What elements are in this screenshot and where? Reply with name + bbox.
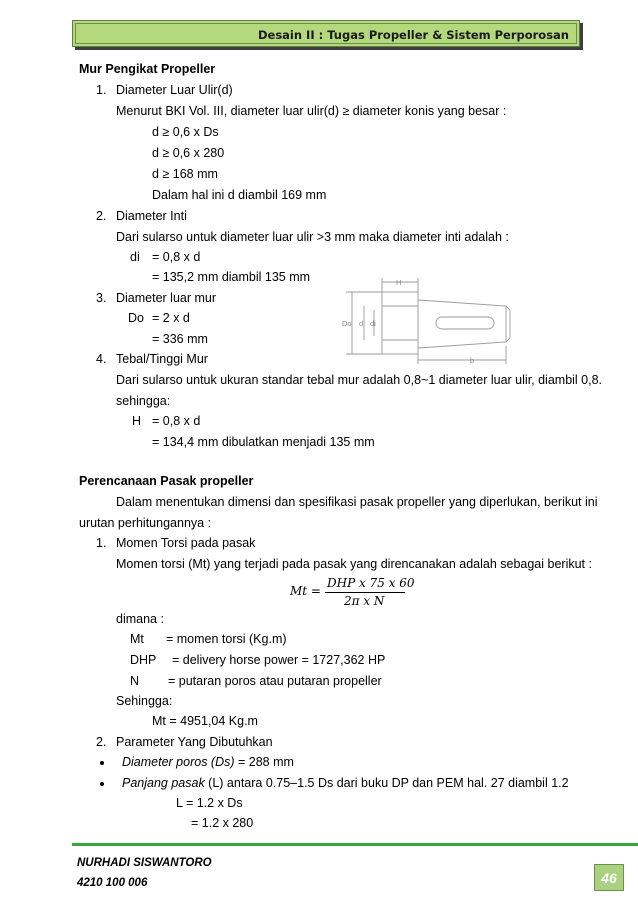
item-number: 2.: [96, 735, 107, 749]
calc-line: L = 1.2 x Ds: [176, 796, 243, 810]
calc-line: = 0,8 x d: [152, 414, 201, 428]
bullet-text: [122, 776, 569, 790]
footer-id: 4210 100 006: [77, 877, 148, 889]
bullet-text: [122, 755, 294, 769]
item-label: Diameter Inti: [116, 209, 187, 223]
bullet-rest: = 288 mm: [234, 755, 294, 769]
item-desc: Menurut BKI Vol. III, diameter luar ulir(d) ≥ diameter konis yang besar :: [116, 104, 507, 118]
diagram-label-h: H: [396, 278, 402, 287]
header-banner: [72, 20, 580, 47]
calc-line: d ≥ 0,6 x Ds: [152, 125, 219, 139]
calc-line: = 134,4 mm dibulatkan menjadi 135 mm: [152, 435, 375, 449]
item-label: Tebal/Tinggi Mur: [116, 352, 208, 366]
item-number: 4.: [96, 352, 107, 366]
symbol: DHP: [130, 653, 157, 667]
item-desc: Momen torsi (Mt) yang terjadi pada pasak yang direncanakan adalah sebagai berikut :: [116, 557, 592, 571]
calc-line: = 1.2 x 280: [191, 816, 254, 830]
formula-numerator: DHP x 75 x 60: [327, 576, 415, 590]
symbol: di: [130, 250, 140, 264]
item-label: Diameter luar mur: [116, 291, 217, 305]
footer-divider: [72, 843, 638, 846]
item-number: 2.: [96, 209, 107, 223]
calc-line: Dalam hal ini d diambil 169 mm: [152, 188, 327, 202]
nut-bolt-diagram: [330, 274, 526, 366]
page-number-box: [594, 864, 624, 891]
definition: = putaran poros atau putaran propeller: [168, 674, 382, 688]
item-number: 1.: [96, 83, 107, 97]
diagram-label-do: Do: [342, 319, 352, 328]
item-desc: Dari sularso untuk ukuran standar tebal mur adalah 0,8~1 diameter luar ulir, diambil 0,8.: [116, 373, 603, 387]
item-desc: sehingga:: [116, 394, 171, 408]
definition: = delivery horse power = 1727,362 HP: [172, 653, 386, 667]
calc-line: = 135,2 mm diambil 135 mm: [152, 270, 311, 284]
calc-line: = 2 x d: [152, 311, 190, 325]
diagram-label-d: d: [359, 319, 364, 328]
calc-line: = 336 mm: [152, 332, 208, 346]
bullet-icon: [100, 761, 104, 765]
item-label: Diameter Luar Ulir(d): [116, 83, 233, 97]
bullet-italic: Panjang pasak: [122, 776, 205, 790]
formula-denominator: 2π x N: [344, 594, 385, 608]
page-number: 46: [601, 870, 617, 886]
calc-line: d ≥ 168 mm: [152, 167, 218, 181]
formula-lhs: Mt =: [290, 584, 321, 598]
symbol: H: [132, 414, 142, 428]
item-label: Momen Torsi pada pasak: [116, 536, 256, 550]
section-title-pasak: Perencanaan Pasak propeller: [79, 474, 254, 488]
calc-line: d ≥ 0,6 x 280: [152, 146, 225, 160]
item-label: Parameter Yang Dibutuhkan: [116, 735, 273, 749]
item-number: 3.: [96, 291, 107, 305]
bullet-rest: (L) antara 0.75–1.5 Ds dari buku DP dan PEM hal. 27 diambil 1.2: [204, 776, 569, 790]
symbol: N: [130, 674, 140, 688]
definition: = momen torsi (Kg.m): [166, 632, 287, 646]
diagram-label-di: di: [370, 319, 376, 328]
item-desc: Dari sularso untuk diameter luar ulir >3 mm maka diameter inti adalah :: [116, 230, 509, 244]
sehingga-label: Sehingga:: [116, 694, 173, 708]
symbol: Do: [128, 311, 144, 325]
diagram-label-b: b: [470, 356, 475, 365]
fraction-bar: [325, 592, 405, 593]
bullet-icon: [100, 782, 104, 786]
dimana-label: dimana :: [116, 612, 164, 626]
item-number: 1.: [96, 536, 107, 550]
symbol: Mt: [130, 632, 144, 646]
intro-text: Dalam menentukan dimensi dan spesifikasi pasak propeller yang diperlukan, berikut ini: [116, 495, 598, 509]
bullet-italic: Diameter poros (Ds): [122, 755, 235, 769]
calc-line: = 0,8 x d: [152, 250, 201, 264]
footer-author: NURHADI SISWANTORO: [77, 857, 212, 869]
result-line: Mt = 4951,04 Kg.m: [152, 714, 258, 728]
section-title-mur: Mur Pengikat Propeller: [79, 62, 216, 76]
header-title: Desain II : Tugas Propeller & Sistem Perporosan: [257, 28, 569, 42]
intro-text: urutan perhitungannya :: [79, 516, 212, 530]
